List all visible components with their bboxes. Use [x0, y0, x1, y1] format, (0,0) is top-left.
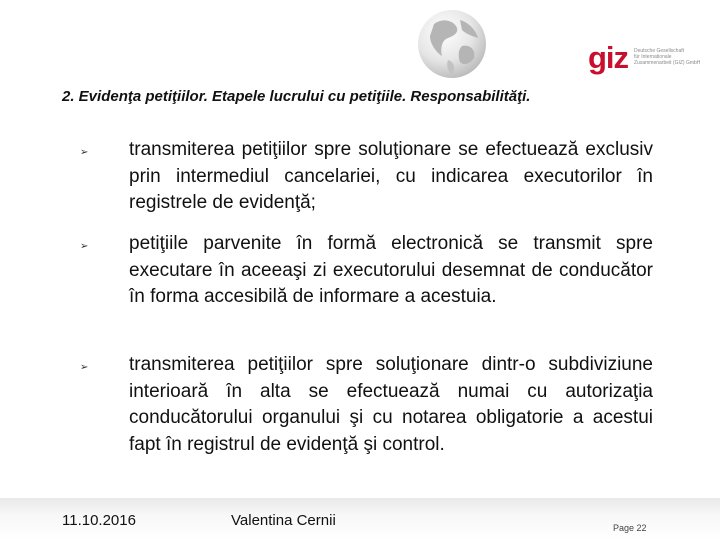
logo-text: giz — [588, 40, 629, 75]
footer-author: Valentina Cernii — [231, 512, 336, 529]
page-number: Page 22 — [613, 523, 647, 533]
bullet-text: transmiterea petiţiilor spre soluţionare se efectuează exclusiv prin intermediul cancelariei, cu indicarea executorilor în registrele de evidenţă; — [129, 139, 653, 213]
arrow-bullet-icon: ➢ — [80, 241, 89, 252]
globe-icon — [412, 4, 492, 84]
footer-date: 11.10.2016 — [62, 512, 136, 529]
arrow-bullet-icon: ➢ — [80, 147, 89, 158]
logo-subtitle — [634, 48, 700, 66]
logo-line: Deutsche Gesellschaft — [634, 48, 685, 54]
logo-line: für Internationale — [634, 54, 672, 60]
bullet-text: petiţiile parvenite în formă electronică se transmit spre executare în aceeaşi zi executorului desemnat de conducător în forma accesibilă de informare a acestuia. — [129, 233, 653, 307]
giz-logo — [588, 38, 708, 78]
slide-title: 2. Evidenţa petiţiilor. Etapele lucrului cu petiţiile. Responsabilităţi. — [62, 88, 531, 105]
arrow-bullet-icon: ➢ — [80, 362, 89, 373]
bullet-text: transmiterea petiţiilor spre soluţionare dintr-o subdiviziune interioară în alta se efectuează numai cu autorizaţia conducătorului organului şi cu notarea obligatorie a acestui fapt în registrul de evidenţă şi control. — [129, 354, 653, 455]
logo-line: Zusammenarbeit (GIZ) GmbH — [634, 60, 701, 66]
